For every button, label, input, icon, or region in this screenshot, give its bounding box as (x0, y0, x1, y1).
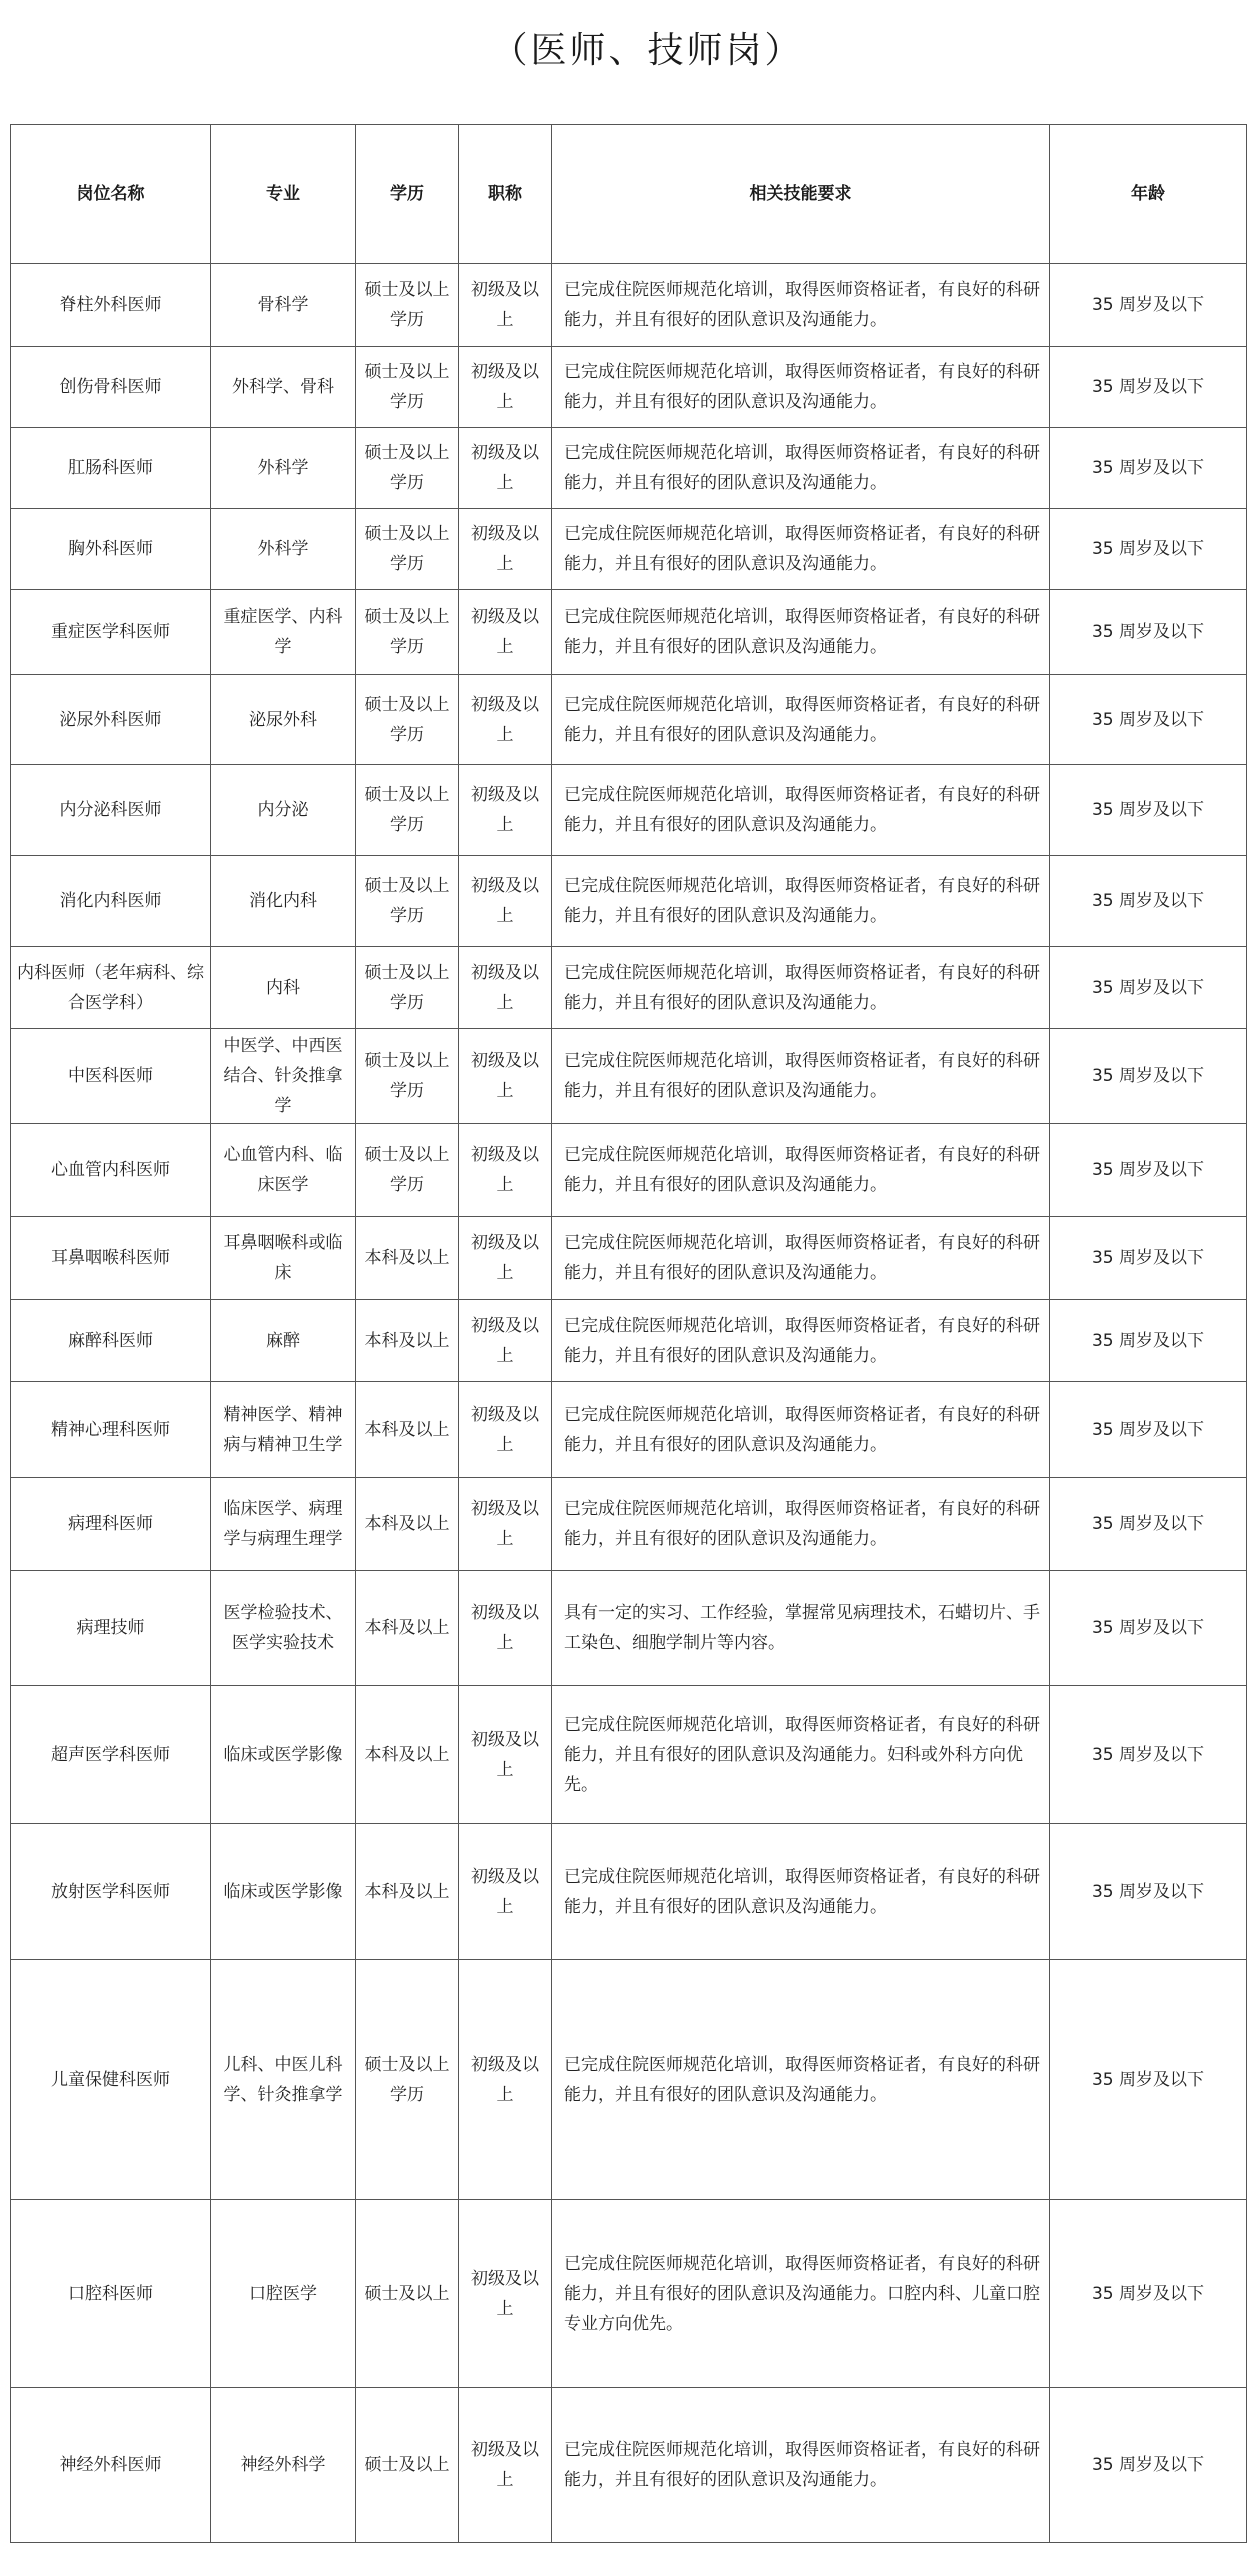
major-cell: 耳鼻咽喉科或临床 (211, 1217, 356, 1300)
table-row (11, 856, 1247, 947)
table-row (11, 1217, 1247, 1300)
title-cell: 初级及以上 (459, 765, 552, 856)
education-cell: 硕士及以上学历 (356, 947, 459, 1029)
requirements-cell: 已完成住院医师规范化培训，取得医师资格证者，有良好的科研能力，并且有很好的团队意识及沟通能力。 (552, 347, 1050, 428)
position-cell: 中医科医师 (11, 1029, 211, 1124)
major-cell: 心血管内科、临床医学 (211, 1124, 356, 1217)
position-cell: 麻醉科医师 (11, 1300, 211, 1382)
requirements-cell: 已完成住院医师规范化培训，取得医师资格证者，有良好的科研能力，并且有很好的团队意识及沟通能力。 (552, 509, 1050, 590)
major-cell: 消化内科 (211, 856, 356, 947)
position-cell: 内科医师（老年病科、综合医学科） (11, 947, 211, 1029)
title-cell: 初级及以上 (459, 264, 552, 347)
age-cell: 35 周岁及以下 (1050, 509, 1247, 590)
education-cell: 本科及以上 (356, 1686, 459, 1824)
education-cell: 硕士及以上学历 (356, 509, 459, 590)
major-cell: 内科 (211, 947, 356, 1029)
education-cell: 本科及以上 (356, 1478, 459, 1571)
table-row (11, 1686, 1247, 1824)
position-cell: 泌尿外科医师 (11, 675, 211, 765)
age-cell: 35 周岁及以下 (1050, 2388, 1247, 2543)
header-major: 专业 (211, 125, 356, 264)
education-cell: 硕士及以上学历 (356, 590, 459, 675)
requirements-cell: 已完成住院医师规范化培训，取得医师资格证者，有良好的科研能力，并且有很好的团队意识及沟通能力。 (552, 1382, 1050, 1478)
education-cell: 硕士及以上学历 (356, 428, 459, 509)
major-cell: 内分泌 (211, 765, 356, 856)
requirements-cell: 已完成住院医师规范化培训，取得医师资格证者，有良好的科研能力，并且有很好的团队意识及沟通能力。 (552, 1217, 1050, 1300)
title-cell: 初级及以上 (459, 2388, 552, 2543)
major-cell: 泌尿外科 (211, 675, 356, 765)
education-cell: 本科及以上 (356, 1571, 459, 1686)
table-row (11, 947, 1247, 1029)
requirements-cell: 已完成住院医师规范化培训，取得医师资格证者，有良好的科研能力，并且有很好的团队意识及沟通能力。 (552, 947, 1050, 1029)
age-cell: 35 周岁及以下 (1050, 428, 1247, 509)
position-cell: 病理技师 (11, 1571, 211, 1686)
age-cell: 35 周岁及以下 (1050, 1960, 1247, 2200)
table-row (11, 1124, 1247, 1217)
job-requirements-table (10, 124, 1247, 2543)
major-cell: 医学检验技术、医学实验技术 (211, 1571, 356, 1686)
title-cell: 初级及以上 (459, 1571, 552, 1686)
header-position: 岗位名称 (11, 125, 211, 264)
table-row (11, 1571, 1247, 1686)
major-cell: 神经外科学 (211, 2388, 356, 2543)
title-cell: 初级及以上 (459, 2200, 552, 2388)
table-row (11, 264, 1247, 347)
table-body (11, 264, 1247, 2543)
education-cell: 硕士及以上学历 (356, 264, 459, 347)
requirements-cell: 具有一定的实习、工作经验，掌握常见病理技术，石蜡切片、手工染色、细胞学制片等内容。 (552, 1571, 1050, 1686)
title-cell: 初级及以上 (459, 1686, 552, 1824)
education-cell: 本科及以上 (356, 1300, 459, 1382)
education-cell: 硕士及以上学历 (356, 856, 459, 947)
education-cell: 硕士及以上学历 (356, 1960, 459, 2200)
title-cell: 初级及以上 (459, 509, 552, 590)
age-cell: 35 周岁及以下 (1050, 1217, 1247, 1300)
major-cell: 口腔医学 (211, 2200, 356, 2388)
table-row (11, 2388, 1247, 2543)
age-cell: 35 周岁及以下 (1050, 856, 1247, 947)
requirements-cell: 已完成住院医师规范化培训，取得医师资格证者，有良好的科研能力，并且有很好的团队意识及沟通能力。 (552, 2388, 1050, 2543)
header-requirements: 相关技能要求 (552, 125, 1050, 264)
position-cell: 超声医学科医师 (11, 1686, 211, 1824)
requirements-cell: 已完成住院医师规范化培训，取得医师资格证者，有良好的科研能力，并且有很好的团队意识及沟通能力。妇科或外科方向优先。 (552, 1686, 1050, 1824)
age-cell: 35 周岁及以下 (1050, 1824, 1247, 1960)
table-row (11, 1960, 1247, 2200)
major-cell: 临床医学、病理学与病理生理学 (211, 1478, 356, 1571)
requirements-cell: 已完成住院医师规范化培训，取得医师资格证者，有良好的科研能力，并且有很好的团队意识及沟通能力。 (552, 1960, 1050, 2200)
title-cell: 初级及以上 (459, 1382, 552, 1478)
education-cell: 硕士及以上学历 (356, 1124, 459, 1217)
table-row (11, 347, 1247, 428)
table-row (11, 1824, 1247, 1960)
age-cell: 35 周岁及以下 (1050, 264, 1247, 347)
position-cell: 耳鼻咽喉科医师 (11, 1217, 211, 1300)
education-cell: 硕士及以上学历 (356, 765, 459, 856)
position-cell: 重症医学科医师 (11, 590, 211, 675)
position-cell: 神经外科医师 (11, 2388, 211, 2543)
table-row (11, 1478, 1247, 1571)
position-cell: 病理科医师 (11, 1478, 211, 1571)
requirements-cell: 已完成住院医师规范化培训，取得医师资格证者，有良好的科研能力，并且有很好的团队意识及沟通能力。 (552, 428, 1050, 509)
age-cell: 35 周岁及以下 (1050, 347, 1247, 428)
table-row (11, 675, 1247, 765)
major-cell: 外科学、骨科 (211, 347, 356, 428)
age-cell: 35 周岁及以下 (1050, 590, 1247, 675)
requirements-cell: 已完成住院医师规范化培训，取得医师资格证者，有良好的科研能力，并且有很好的团队意识及沟通能力。 (552, 1124, 1050, 1217)
education-cell: 硕士及以上 (356, 2388, 459, 2543)
title-cell: 初级及以上 (459, 856, 552, 947)
major-cell: 外科学 (211, 509, 356, 590)
education-cell: 硕士及以上学历 (356, 1029, 459, 1124)
header-age: 年龄 (1050, 125, 1247, 264)
table-header-row (11, 125, 1247, 264)
major-cell: 重症医学、内科学 (211, 590, 356, 675)
major-cell: 儿科、中医儿科学、针灸推拿学 (211, 1960, 356, 2200)
age-cell: 35 周岁及以下 (1050, 1124, 1247, 1217)
title-cell: 初级及以上 (459, 1300, 552, 1382)
age-cell: 35 周岁及以下 (1050, 947, 1247, 1029)
title-cell: 初级及以上 (459, 347, 552, 428)
table-row (11, 590, 1247, 675)
education-cell: 本科及以上 (356, 1217, 459, 1300)
title-cell: 初级及以上 (459, 1029, 552, 1124)
age-cell: 35 周岁及以下 (1050, 1382, 1247, 1478)
table-row (11, 509, 1247, 590)
age-cell: 35 周岁及以下 (1050, 1478, 1247, 1571)
position-cell: 肛肠科医师 (11, 428, 211, 509)
requirements-cell: 已完成住院医师规范化培训，取得医师资格证者，有良好的科研能力，并且有很好的团队意识及沟通能力。 (552, 1478, 1050, 1571)
table-row (11, 1382, 1247, 1478)
age-cell: 35 周岁及以下 (1050, 1571, 1247, 1686)
requirements-cell: 已完成住院医师规范化培训，取得医师资格证者，有良好的科研能力，并且有很好的团队意识及沟通能力。 (552, 1300, 1050, 1382)
requirements-cell: 已完成住院医师规范化培训，取得医师资格证者，有良好的科研能力，并且有很好的团队意识及沟通能力。 (552, 675, 1050, 765)
header-education: 学历 (356, 125, 459, 264)
position-cell: 脊柱外科医师 (11, 264, 211, 347)
major-cell: 麻醉 (211, 1300, 356, 1382)
title-cell: 初级及以上 (459, 590, 552, 675)
title-cell: 初级及以上 (459, 428, 552, 509)
position-cell: 心血管内科医师 (11, 1124, 211, 1217)
position-cell: 放射医学科医师 (11, 1824, 211, 1960)
header-title: 职称 (459, 125, 552, 264)
title-cell: 初级及以上 (459, 947, 552, 1029)
age-cell: 35 周岁及以下 (1050, 1029, 1247, 1124)
page-title: （医师、技师岗） (491, 30, 804, 71)
table-row (11, 428, 1247, 509)
requirements-cell: 已完成住院医师规范化培训，取得医师资格证者，有良好的科研能力，并且有很好的团队意识及沟通能力。 (552, 765, 1050, 856)
age-cell: 35 周岁及以下 (1050, 2200, 1247, 2388)
title-cell: 初级及以上 (459, 1217, 552, 1300)
education-cell: 本科及以上 (356, 1824, 459, 1960)
age-cell: 35 周岁及以下 (1050, 675, 1247, 765)
position-cell: 精神心理科医师 (11, 1382, 211, 1478)
requirements-cell: 已完成住院医师规范化培训，取得医师资格证者，有良好的科研能力，并且有很好的团队意识及沟通能力。 (552, 1029, 1050, 1124)
title-cell: 初级及以上 (459, 1824, 552, 1960)
title-cell: 初级及以上 (459, 1124, 552, 1217)
position-cell: 胸外科医师 (11, 509, 211, 590)
title-cell: 初级及以上 (459, 675, 552, 765)
title-cell: 初级及以上 (459, 1960, 552, 2200)
table-row (11, 2200, 1247, 2388)
table-row (11, 1029, 1247, 1124)
major-cell: 临床或医学影像 (211, 1686, 356, 1824)
position-cell: 消化内科医师 (11, 856, 211, 947)
major-cell: 中医学、中西医结合、针灸推拿学 (211, 1029, 356, 1124)
major-cell: 精神医学、精神病与精神卫生学 (211, 1382, 356, 1478)
table-row (11, 1300, 1247, 1382)
requirements-cell: 已完成住院医师规范化培训，取得医师资格证者，有良好的科研能力，并且有很好的团队意识及沟通能力。 (552, 264, 1050, 347)
education-cell: 本科及以上 (356, 1382, 459, 1478)
position-cell: 创伤骨科医师 (11, 347, 211, 428)
requirements-cell: 已完成住院医师规范化培训，取得医师资格证者，有良好的科研能力，并且有很好的团队意识及沟通能力。 (552, 856, 1050, 947)
table-row (11, 765, 1247, 856)
position-cell: 口腔科医师 (11, 2200, 211, 2388)
title-cell: 初级及以上 (459, 1478, 552, 1571)
position-cell: 内分泌科医师 (11, 765, 211, 856)
education-cell: 硕士及以上学历 (356, 675, 459, 765)
education-cell: 硕士及以上 (356, 2200, 459, 2388)
requirements-cell: 已完成住院医师规范化培训，取得医师资格证者，有良好的科研能力，并且有很好的团队意识及沟通能力。 (552, 590, 1050, 675)
major-cell: 临床或医学影像 (211, 1824, 356, 1960)
age-cell: 35 周岁及以下 (1050, 1300, 1247, 1382)
requirements-cell: 已完成住院医师规范化培训，取得医师资格证者，有良好的科研能力，并且有很好的团队意识及沟通能力。口腔内科、儿童口腔专业方向优先。 (552, 2200, 1050, 2388)
major-cell: 骨科学 (211, 264, 356, 347)
major-cell: 外科学 (211, 428, 356, 509)
requirements-cell: 已完成住院医师规范化培训，取得医师资格证者，有良好的科研能力，并且有很好的团队意识及沟通能力。 (552, 1824, 1050, 1960)
age-cell: 35 周岁及以下 (1050, 1686, 1247, 1824)
position-cell: 儿童保健科医师 (11, 1960, 211, 2200)
education-cell: 硕士及以上学历 (356, 347, 459, 428)
age-cell: 35 周岁及以下 (1050, 765, 1247, 856)
